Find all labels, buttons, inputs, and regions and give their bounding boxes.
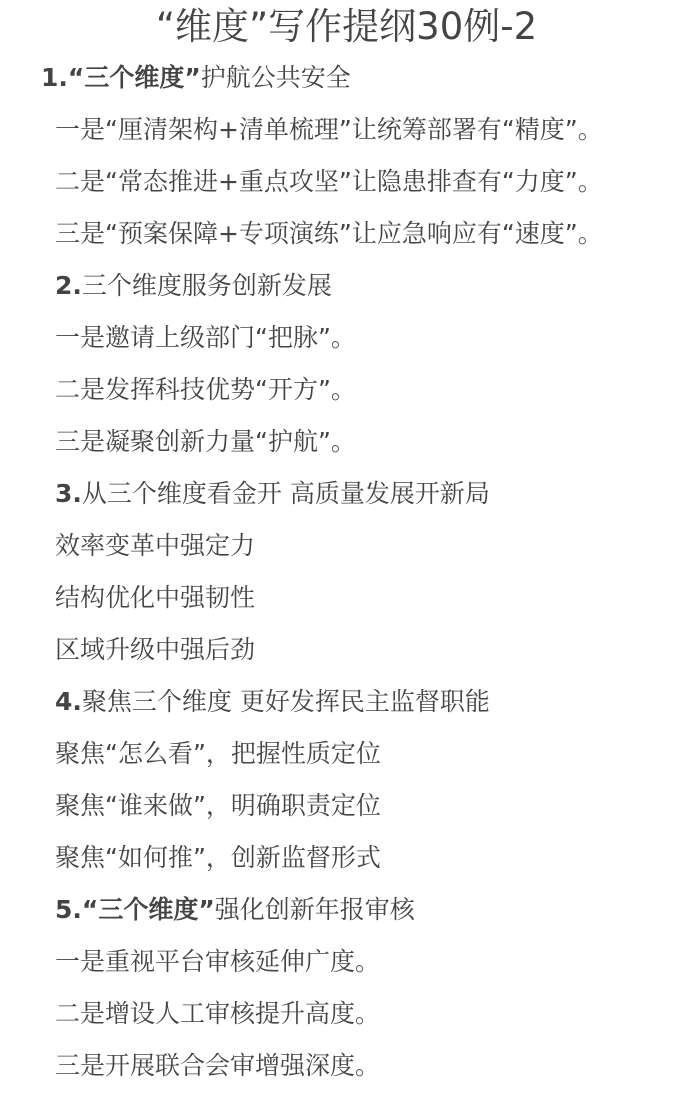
list-item: 二是增设人工审核提升高度。 bbox=[55, 999, 381, 1028]
section-heading-text: 强化创新年报审核 bbox=[214, 895, 415, 924]
section-heading-text: 从三个维度看金开 高质量发展开新局 bbox=[81, 479, 490, 508]
section-heading-4 bbox=[55, 685, 490, 719]
section-heading-prefix: “三个维度” bbox=[81, 895, 215, 924]
list-item: 一是“厘清架构+清单梳理”让统筹部署有“精度”。 bbox=[55, 115, 603, 144]
list-item: 三是凝聚创新力量“护航”。 bbox=[55, 427, 356, 456]
list-item: 三是“预案保障+专项演练”让应急响应有“速度”。 bbox=[55, 219, 603, 248]
section-heading-2 bbox=[55, 269, 332, 303]
list-item: 聚焦“如何推”，创新监督形式 bbox=[55, 843, 381, 872]
section-heading-5 bbox=[55, 893, 415, 927]
section-number: 3. bbox=[55, 479, 82, 508]
list-item: 二是“常态推进+重点攻坚”让隐患排查有“力度”。 bbox=[55, 167, 603, 196]
list-item: 三是开展联合会审增强深度。 bbox=[55, 1051, 381, 1080]
list-item: 聚焦“怎么看”，把握性质定位 bbox=[55, 739, 381, 768]
list-item: 结构优化中强韧性 bbox=[55, 583, 256, 612]
list-item: 一是邀请上级部门“把脉”。 bbox=[55, 323, 356, 352]
section-number: 5. bbox=[55, 895, 82, 924]
section-heading-text: 聚焦三个维度 更好发挥民主监督职能 bbox=[81, 687, 490, 716]
list-item: 一是重视平台审核延伸广度。 bbox=[55, 947, 381, 976]
section-heading-3 bbox=[55, 477, 490, 511]
section-heading-text: 三个维度服务创新发展 bbox=[81, 271, 332, 300]
section-number: 4. bbox=[55, 687, 82, 716]
section-heading-text: 护航公共安全 bbox=[200, 63, 351, 92]
page-title: “维度”写作提纲30例-2 bbox=[155, 5, 538, 48]
list-item: 区域升级中强后劲 bbox=[55, 635, 256, 664]
section-heading-prefix: “三个维度” bbox=[67, 63, 201, 92]
section-number: 1. bbox=[41, 63, 68, 92]
section-heading-1 bbox=[41, 61, 351, 95]
list-item: 二是发挥科技优势“开方”。 bbox=[55, 375, 356, 404]
section-number: 2. bbox=[55, 271, 82, 300]
list-item: 聚焦“谁来做”，明确职责定位 bbox=[55, 791, 381, 820]
list-item: 效率变革中强定力 bbox=[55, 531, 256, 560]
